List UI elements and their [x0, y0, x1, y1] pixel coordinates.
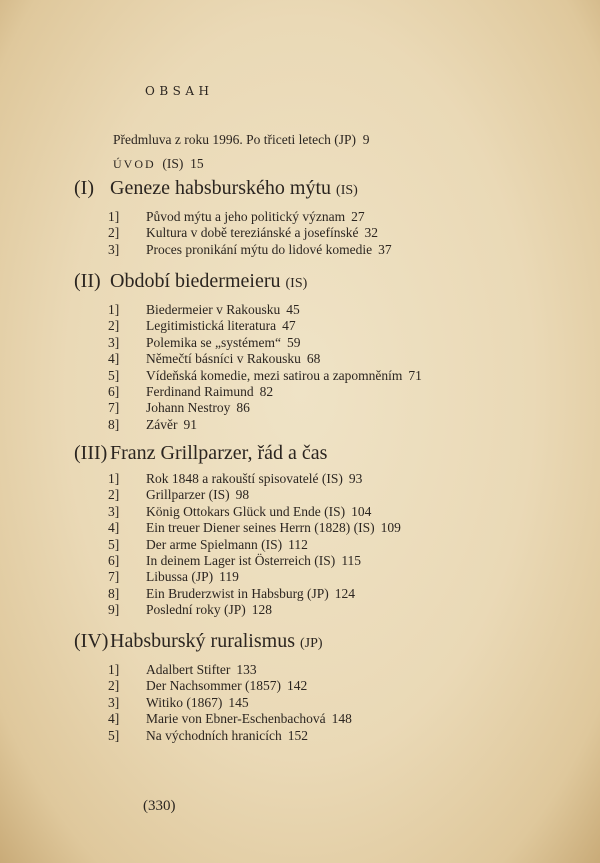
section-heading — [74, 441, 327, 465]
entry-page: 98 — [235, 487, 250, 503]
toc-entry — [74, 662, 323, 678]
section-heading — [74, 629, 323, 656]
entry-number: 4] — [108, 520, 120, 536]
entry-line — [146, 678, 307, 694]
entry-line — [146, 318, 296, 334]
entry-text: Grillparzer (IS) — [146, 487, 230, 503]
entry-page: 37 — [378, 241, 392, 257]
entry-line — [146, 569, 239, 585]
section-items — [74, 209, 392, 258]
entry-text: Johann Nestroy — [146, 400, 231, 416]
section-author: (JP) — [299, 636, 323, 651]
toc-entry — [74, 417, 307, 433]
entry-text: Legitimistická literatura — [146, 318, 277, 334]
entry-number: 3] — [108, 241, 120, 257]
entry-number: 1] — [108, 209, 120, 224]
entry-page: 27 — [351, 209, 365, 224]
section-title: Období biedermeieru — [110, 270, 281, 292]
toc-entry — [74, 302, 307, 318]
entry-number: 2] — [108, 318, 120, 334]
entry-number: 8] — [108, 416, 120, 432]
entry-page: 124 — [334, 585, 355, 601]
toc-entry-intro — [113, 156, 204, 172]
entry-text: König Ottokars Glück und Ende (IS) — [146, 503, 346, 519]
toc-entry — [74, 471, 363, 487]
toc-entry — [74, 569, 327, 585]
entry-number: 1] — [108, 471, 120, 486]
entry-text: Ein Bruderzwist in Habsburg (JP) — [146, 585, 329, 601]
section-title: Franz Grillparzer, řád a čas — [110, 442, 328, 464]
entry-number: 5] — [108, 536, 120, 552]
section-items — [74, 662, 352, 744]
entry-page: 68 — [306, 351, 321, 367]
entry-page: 142 — [286, 678, 308, 694]
entry-text: In deinem Lager ist Österreich (IS) — [146, 552, 336, 568]
entry-line — [146, 586, 355, 602]
entry-page: 112 — [288, 536, 308, 552]
entry-number: 5] — [108, 367, 120, 383]
entry-page: 148 — [331, 711, 352, 727]
section-items — [74, 302, 422, 433]
entry-page: 82 — [259, 383, 274, 399]
entry-number: 2] — [108, 487, 120, 503]
entry-line — [146, 487, 249, 503]
entry-number: 6] — [108, 383, 120, 399]
entry-line — [146, 711, 352, 727]
entry-text: Předmluva z roku 1996. Po třiceti letech (JP) — [113, 132, 356, 147]
section-numeral: (I) — [74, 177, 94, 199]
page-number: (330) — [143, 798, 176, 814]
entry-number: 3] — [108, 503, 120, 519]
entry-line — [146, 504, 371, 520]
entry-number: 2] — [108, 225, 120, 241]
entry-text: Adalbert Stifter — [146, 662, 231, 677]
entry-text: Marie von Ebner-Eschenbachová — [146, 711, 326, 727]
entry-text: Witiko (1867) — [146, 694, 223, 710]
entry-page: 115 — [341, 552, 362, 568]
entry-text: Der Nachsommer (1857) — [146, 678, 281, 694]
entry-number: 9] — [108, 602, 120, 618]
entry-line — [146, 302, 300, 318]
entry-page: 119 — [219, 569, 239, 585]
entry-text: Původ mýtu a jeho politický význam — [146, 209, 346, 224]
toc-entry — [74, 367, 422, 384]
entry-page: 86 — [236, 400, 250, 416]
contents-title: OBSAH — [145, 84, 214, 98]
entry-text: Der arme Spielmann (IS) — [146, 536, 283, 552]
entry-number: 4] — [108, 351, 120, 367]
toc-entry — [74, 384, 307, 400]
entry-line — [146, 695, 249, 711]
section-title: Geneze habsburského mýtu — [110, 177, 332, 199]
entry-page: 133 — [236, 662, 257, 677]
entry-number: 3] — [108, 334, 120, 350]
toc-section — [74, 269, 422, 449]
entry-author: (IS) — [162, 156, 184, 171]
entry-number: 2] — [108, 678, 120, 694]
entry-number: 1] — [108, 662, 120, 677]
entry-number: 5] — [108, 727, 120, 743]
entry-number: 3] — [108, 694, 120, 710]
entry-page: 91 — [183, 416, 197, 432]
toc-entry — [74, 225, 379, 241]
entry-line — [146, 209, 365, 225]
toc-section — [74, 176, 392, 274]
entry-line — [146, 662, 257, 678]
toc-entry — [74, 728, 323, 744]
entry-number: 4] — [108, 711, 120, 727]
toc-entry — [74, 537, 327, 553]
entry-text: Vídeňská komedie, mezi satirou a zapomněním — [146, 367, 403, 383]
entry-line — [146, 242, 392, 258]
entry-text: Libussa (JP) — [146, 569, 214, 585]
toc-entry — [74, 503, 372, 520]
entry-number: 6] — [108, 552, 120, 568]
entry-number: 7] — [108, 569, 120, 585]
entry-page: 93 — [348, 471, 363, 486]
entry-number: 7] — [108, 400, 120, 416]
section-heading — [74, 176, 358, 203]
toc-entry — [74, 678, 323, 694]
toc-entry — [74, 585, 355, 602]
entry-line — [146, 602, 272, 618]
toc-entry — [74, 487, 327, 503]
entry-line — [146, 400, 250, 416]
entry-page: 45 — [286, 302, 300, 317]
entry-line — [146, 225, 378, 241]
entry-page: 128 — [251, 602, 273, 618]
entry-text: Ein treuer Diener seines Herrn (1828) (IS) — [146, 520, 375, 536]
entry-text: Poslední roky (JP) — [146, 602, 246, 618]
entry-text: Proces pronikání mýtu do lidové komedie — [146, 241, 373, 257]
section-items — [74, 471, 401, 619]
entry-line — [146, 471, 362, 487]
entry-line — [146, 335, 300, 351]
entry-number: 8] — [108, 585, 120, 601]
toc-entry — [74, 209, 365, 225]
section-heading — [74, 269, 307, 296]
entry-page: 109 — [380, 520, 401, 536]
section-numeral: (II) — [74, 270, 101, 292]
entry-text: Na východních hranicích — [146, 727, 282, 743]
entry-line — [146, 417, 197, 433]
entry-text: Závěr — [146, 416, 178, 432]
entry-line — [146, 537, 308, 553]
entry-text: Němečtí básníci v Rakousku — [146, 351, 301, 367]
entry-page: 145 — [228, 694, 249, 710]
toc-section — [74, 629, 352, 760]
entry-page: 47 — [282, 318, 296, 334]
entry-text: ÚVOD — [113, 157, 156, 171]
entry-page: 15 — [190, 156, 204, 171]
entry-page: 32 — [364, 225, 379, 241]
toc-entry — [74, 695, 323, 711]
entry-line — [146, 553, 361, 569]
toc-section — [74, 441, 401, 635]
section-numeral: (IV) — [74, 630, 109, 652]
entry-number: 1] — [108, 302, 120, 317]
toc-entry — [74, 602, 327, 618]
toc-entry — [74, 520, 401, 536]
entry-text: Ferdinand Raimund — [146, 383, 254, 399]
toc-entry — [74, 351, 321, 367]
entry-line — [146, 351, 320, 367]
entry-page: 104 — [351, 503, 372, 519]
toc-entry — [74, 711, 352, 727]
entry-text: Rok 1848 a rakouští spisovatelé (IS) — [146, 471, 343, 486]
entry-page: 71 — [408, 367, 422, 383]
entry-page: 152 — [287, 727, 308, 743]
entry-line — [146, 368, 422, 384]
section-author: (IS) — [285, 276, 308, 291]
toc-entry — [74, 241, 392, 258]
entry-page: 9 — [362, 132, 370, 147]
toc-entry — [74, 318, 307, 334]
entry-line — [146, 728, 308, 744]
toc-entry — [74, 335, 307, 351]
entry-line — [146, 384, 273, 400]
section-numeral: (III) — [74, 442, 108, 464]
toc-entry — [74, 552, 362, 569]
section-title: Habsburský ruralismus — [110, 630, 295, 652]
section-author: (IS) — [336, 183, 358, 198]
entry-text: Kultura v době tereziánské a josefínské — [146, 225, 359, 241]
entry-page: 59 — [286, 334, 301, 350]
entry-line — [146, 520, 401, 536]
toc-entry — [74, 400, 307, 416]
entry-text: Biedermeier v Rakousku — [146, 302, 281, 317]
toc-entry-preface — [113, 132, 369, 148]
entry-text: Polemika se „systémem“ — [146, 334, 281, 350]
